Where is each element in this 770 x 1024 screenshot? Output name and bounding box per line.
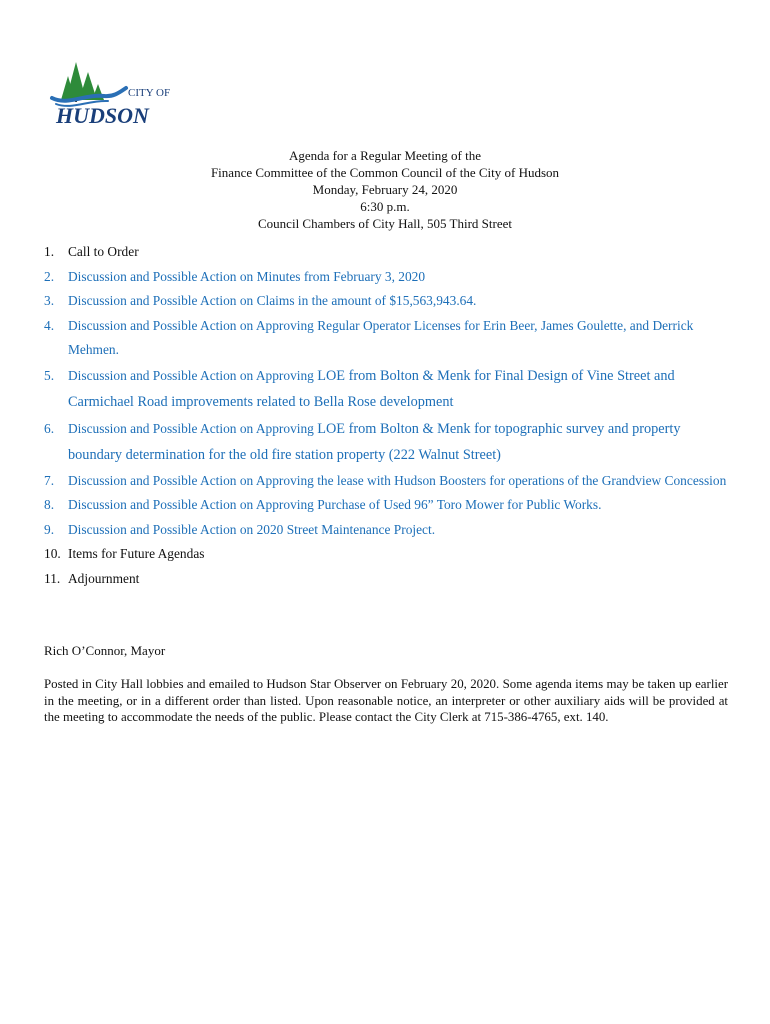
agenda-item-text: Discussion and Possible Action on Claims in the amount of $15,563,943.64.: [68, 293, 477, 308]
agenda-header: [0, 147, 770, 232]
agenda-item: [44, 469, 734, 494]
agenda-item: [44, 363, 734, 416]
header-date: Monday, February 24, 2020: [312, 182, 458, 197]
agenda-item-text-detail: LOE from Bolton & Menk for Final Design of Vine Street and Carmichael Road improvements related to Bella Rose development: [68, 367, 675, 410]
agenda-item: [44, 314, 734, 363]
agenda-item: [44, 542, 734, 567]
logo-hudson: HUDSON: [56, 103, 149, 128]
header-time: 6:30 p.m.: [360, 199, 410, 214]
agenda-item-number: 5.: [44, 367, 55, 383]
agenda-item: [44, 518, 734, 543]
agenda-item-number: 10.: [44, 546, 61, 561]
agenda-item-text: Discussion and Possible Action on 2020 Street Maintenance Project.: [68, 521, 436, 537]
agenda-item-number: 11.: [44, 570, 61, 586]
agenda-list: [44, 240, 734, 591]
agenda-item-text: Call to Order: [68, 244, 139, 259]
agenda-item-text: Discussion and Possible Action on Approving Regular Operator Licenses for Erin Beer, James Goulette, and Derrick Mehmen.: [68, 317, 694, 357]
agenda-item: [44, 493, 734, 518]
agenda-item-number: 6.: [44, 420, 55, 436]
agenda-item-text: Discussion and Possible Action on Minutes from February 3, 2020: [68, 268, 426, 284]
posting-notice: Posted in City Hall lobbies and emailed to Hudson Star Observer on February 20, 2020. Some agenda items may be taken up earlier in the meeting, or in a different order than listed. Upon reasonable notice, an interpreter or other auxiliary aids will be provided at the meeting to accommodate the needs of the public. Please contact the City Clerk at 715-386-4765, ext. 140.: [44, 677, 728, 724]
header-committee: Finance Committee of the Common Council of the City of Hudson: [210, 165, 560, 180]
agenda-item-text: [68, 416, 734, 469]
agenda-item-text-lead: Discussion and Possible Action on Approving: [68, 367, 318, 383]
agenda-item-number: 3.: [44, 293, 55, 308]
header-location: Council Chambers of City Hall, 505 Third Street: [258, 216, 512, 231]
agenda-item-text: Items for Future Agendas: [68, 546, 205, 561]
agenda-item-number: 2.: [44, 268, 55, 284]
agenda-item-text: Discussion and Possible Action on Approving the lease with Hudson Boosters for operations of the Grandview Concession: [68, 472, 727, 488]
logo-city-of: CITY OF: [128, 87, 171, 99]
agenda-item: [44, 265, 734, 290]
agenda-item: [44, 416, 734, 469]
agenda-item-text-lead: Discussion and Possible Action on Approving: [68, 420, 318, 436]
agenda-item: [44, 289, 734, 314]
agenda-item-text-detail: LOE from Bolton & Menk for topographic survey and property boundary determination for the old fire station property (222 Walnut Street): [68, 420, 681, 463]
signature-line: Rich O’Connor, Mayor: [44, 643, 166, 658]
agenda-item-number: 9.: [44, 521, 55, 537]
agenda-item: [44, 567, 734, 592]
agenda-item-text: Discussion and Possible Action on Approving Purchase of Used 96” Toro Mower for Public Works.: [68, 497, 602, 512]
agenda-item-number: 1.: [44, 244, 55, 259]
agenda-item-number: 8.: [44, 497, 55, 512]
agenda-item-number: 7.: [44, 472, 55, 488]
city-of-hudson-logo: [48, 58, 188, 128]
agenda-item: [44, 240, 734, 265]
header-title: Agenda for a Regular Meeting of the: [288, 148, 482, 163]
agenda-item-text: Adjournment: [68, 570, 140, 586]
agenda-item-number: 4.: [44, 317, 55, 333]
agenda-item-text: [68, 363, 734, 416]
